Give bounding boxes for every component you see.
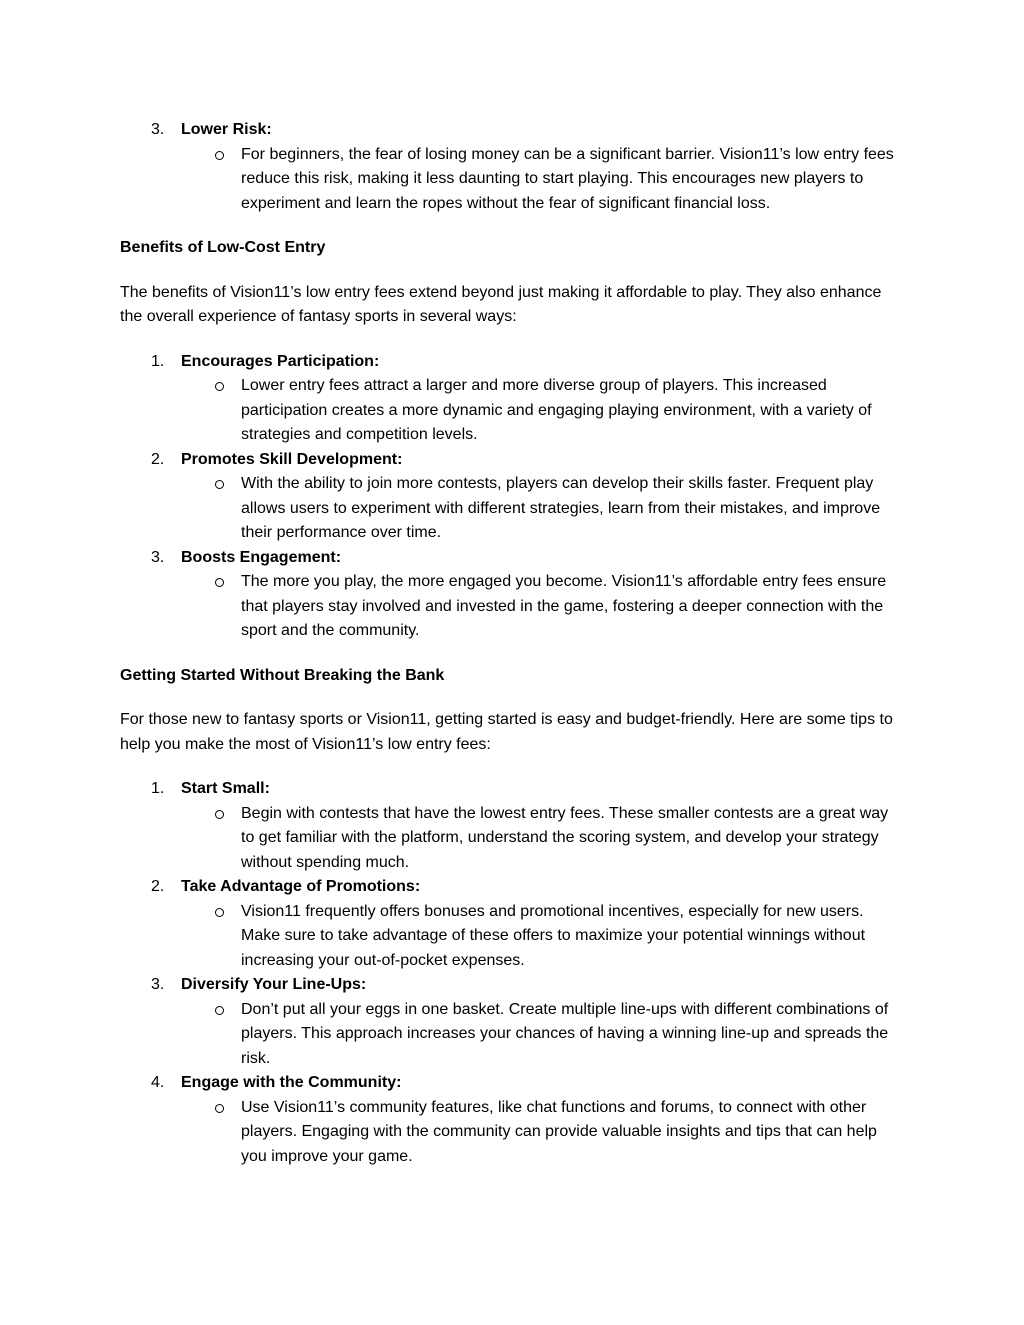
bullet-text: Don’t put all your eggs in one basket. Create multiple line-ups with different combinations of players. This approach increases your chances of having a winning line-up and spreads the risk. bbox=[241, 1000, 889, 1067]
list-number: 2. bbox=[151, 450, 165, 468]
list-number: 1. bbox=[151, 352, 165, 370]
sub-bullet bbox=[120, 570, 903, 644]
list-item-head bbox=[120, 350, 903, 375]
lead-list bbox=[120, 118, 903, 216]
circle-bullet-icon bbox=[215, 480, 224, 489]
bullet-text: For beginners, the fear of losing money can be a significant barrier. Vision11’s low entry fees reduce this risk, making it less daunting to start playing. This encourages new players to experiment and learn the ropes without the fear of significant financial loss. bbox=[241, 145, 894, 212]
circle-bullet-icon bbox=[215, 151, 224, 160]
circle-bullet-icon bbox=[215, 1104, 224, 1113]
list-item-head bbox=[120, 118, 903, 143]
list-item-head bbox=[120, 875, 903, 900]
list-item-title: Boosts Engagement: bbox=[181, 548, 342, 566]
sub-bullet bbox=[120, 472, 903, 546]
getting-started-list bbox=[120, 777, 903, 1169]
bullet-text: Vision11 frequently offers bonuses and promotional incentives, especially for new users. Make sure to take advantage of these offers to maximize your potential winnings without increasing your out-of-pocket expenses. bbox=[241, 902, 866, 969]
circle-bullet-icon bbox=[215, 908, 224, 917]
list-item-title: Engage with the Community: bbox=[181, 1074, 402, 1091]
list-item-title: Promotes Skill Development: bbox=[181, 450, 403, 468]
list-item bbox=[120, 1071, 903, 1169]
list-item bbox=[120, 350, 903, 448]
list-item bbox=[120, 118, 903, 216]
list-number: 3. bbox=[151, 121, 165, 138]
list-item bbox=[120, 777, 903, 875]
list-item-head bbox=[120, 546, 903, 571]
list-item-title: Lower Risk: bbox=[181, 121, 272, 138]
bullet-text: Use Vision11’s community features, like chat functions and forums, to connect with other players. Engaging with the community can provide valuable insights and tips that can help you improve your game. bbox=[241, 1098, 877, 1165]
bullet-text: Begin with contests that have the lowest entry fees. These smaller contests are a great way to get familiar with the platform, understand the scoring system, and develop your strategy without spending much. bbox=[241, 804, 889, 871]
list-item-head bbox=[120, 777, 903, 802]
sub-bullet bbox=[120, 143, 903, 217]
circle-bullet-icon bbox=[215, 382, 224, 391]
bullet-text: The more you play, the more engaged you become. Vision11’s affordable entry fees ensure that players stay involved and invested in the game, fostering a deeper connection with the sport and the community. bbox=[241, 573, 887, 639]
circle-bullet-icon bbox=[215, 810, 224, 819]
section-heading-benefits: Benefits of Low-Cost Entry bbox=[120, 239, 326, 256]
list-item-head bbox=[120, 1071, 903, 1096]
list-item-head bbox=[120, 973, 903, 998]
list-item-title: Take Advantage of Promotions: bbox=[181, 878, 421, 895]
list-item-head bbox=[120, 448, 903, 473]
list-number: 3. bbox=[151, 976, 165, 993]
circle-bullet-icon bbox=[215, 578, 224, 587]
paragraph-benefits-intro: The benefits of Vision11’s low entry fees extend beyond just making it affordable to play. They also enhance the overall experience of fantasy sports in several ways: bbox=[120, 283, 882, 325]
list-item bbox=[120, 973, 903, 1071]
list-number: 1. bbox=[151, 780, 165, 797]
circle-bullet-icon bbox=[215, 1006, 224, 1015]
list-item bbox=[120, 875, 903, 973]
sub-bullet bbox=[120, 998, 903, 1072]
sub-bullet bbox=[120, 802, 903, 876]
list-number: 4. bbox=[151, 1074, 165, 1091]
list-item-title: Diversify Your Line-Ups: bbox=[181, 976, 367, 993]
list-item bbox=[120, 448, 903, 546]
paragraph-getting-started-intro: For those new to fantasy sports or Vision11, getting started is easy and budget-friendly. Here are some tips to help you make the most of Vision11’s low entry fees: bbox=[120, 711, 893, 753]
list-item bbox=[120, 546, 903, 644]
benefits-list bbox=[120, 350, 903, 644]
bullet-text: With the ability to join more contests, players can develop their skills faster. Frequent play allows users to experiment with different strategies, learn from their mistakes, and improve their performance over time. bbox=[241, 475, 881, 541]
section-heading-getting-started: Getting Started Without Breaking the Bank bbox=[120, 666, 445, 684]
sub-bullet bbox=[120, 900, 903, 974]
sub-bullet bbox=[120, 1096, 903, 1170]
list-item-title: Start Small: bbox=[181, 780, 270, 797]
list-number: 2. bbox=[151, 878, 165, 895]
sub-bullet bbox=[120, 374, 903, 448]
list-number: 3. bbox=[151, 548, 165, 566]
bullet-text: Lower entry fees attract a larger and more diverse group of players. This increased participation creates a more dynamic and engaging playing environment, with a variety of strategies and competition levels. bbox=[241, 377, 872, 443]
list-item-title: Encourages Participation: bbox=[181, 352, 380, 370]
